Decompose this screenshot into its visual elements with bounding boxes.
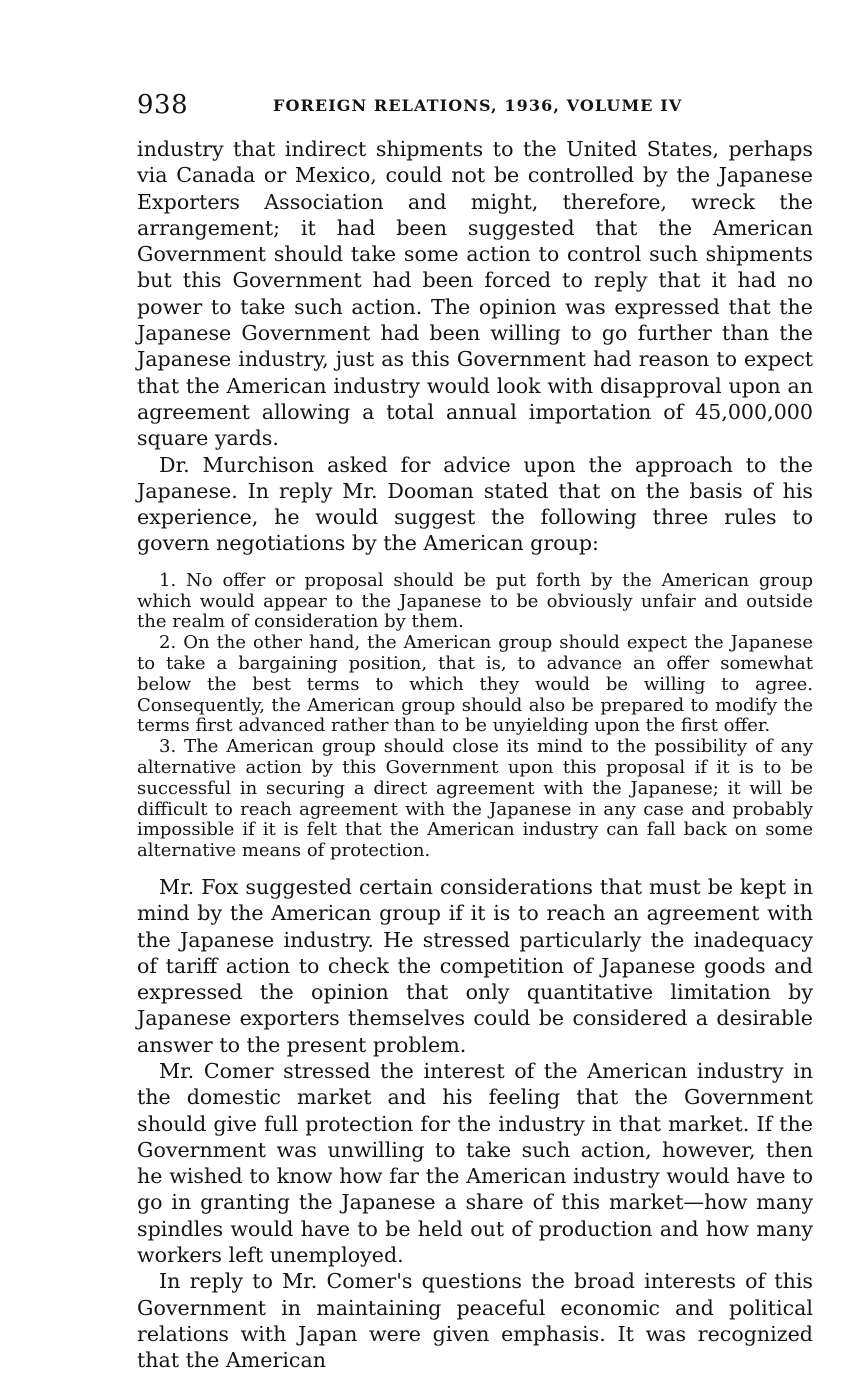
negotiation-rules-list	[137, 571, 813, 862]
paragraph-fox: Mr. Fox suggested certain considerations that must be kept in mind by the American group if it is to reach an agreement with the Japanese industry. He stressed particularly the inadequacy of tariff action to check the competition of Japanese goods and expressed the opinion that only quantitative limitation by Japanese exporters themselves could be considered a desirable answer to the present problem.	[137, 874, 813, 1057]
paragraph-continuation: industry that indirect shipments to the United States, perhaps via Canada or Mexico, could not be controlled by the Japanese Exporters Association and might, therefore, wreck the arrangement; it had been suggested that the American Government should take some action to control such shipments but this Government had been forced to reply that it had no power to take such action. The opinion was expressed that the Japanese Government had been willing to go further than the Japanese industry, just as this Government had reason to expect that the American industry would look with disapproval upon an agreement allowing a total annual importation of 45,000,000 square yards.	[137, 137, 813, 451]
paragraph-murchison: Dr. Murchison asked for advice upon the approach to the Japanese. In reply Mr. Dooman stated that on the basis of his experience, he would suggest the following three rules to govern negotiations by the American group:	[137, 452, 813, 556]
page-number: 938	[137, 90, 189, 120]
page-body	[137, 136, 813, 1374]
rule-item-1: 1. No offer or proposal should be put forth by the American group which would appear to the Japanese to be obviously unfair and outside the realm of consideration by them.	[137, 569, 813, 633]
paragraph-reply: In reply to Mr. Comer's questions the broad interests of this Government in maintaining peaceful economic and political relations with Japan were given emphasis. It was recognized that the American	[137, 1269, 813, 1373]
rule-item-2: 2. On the other hand, the American group should expect the Japanese to take a bargaining position, that is, to advance an offer somewhat below the best terms to which they would be willing to agree. Consequently, the American group should also be prepared to modify the terms first advanced rather than to be unyielding upon the first offer.	[137, 632, 813, 737]
paragraph-comer: Mr. Comer stressed the interest of the American industry in the domestic market and his feeling that the Government should give full protection for the industry in that market. If the Government was unwilling to take such action, however, then he wished to know how far the American industry would have to go in granting the Japanese a share of this market—how many spindles would have to be held out of production and how many workers left unemployed.	[137, 1058, 813, 1268]
page-header	[137, 90, 813, 124]
rule-item-3: 3. The American group should close its mind to the possibility of any alternative action by this Government upon this proposal if it is to be successful in securing a direct agreement with the Japanese; it will be difficult to reach agreement with the Japanese in any case and probably impossible if it is felt that the American industry can fall back on some alternative means of protection.	[137, 736, 813, 862]
running-title: FOREIGN RELATIONS, 1936, VOLUME IV	[273, 96, 683, 115]
